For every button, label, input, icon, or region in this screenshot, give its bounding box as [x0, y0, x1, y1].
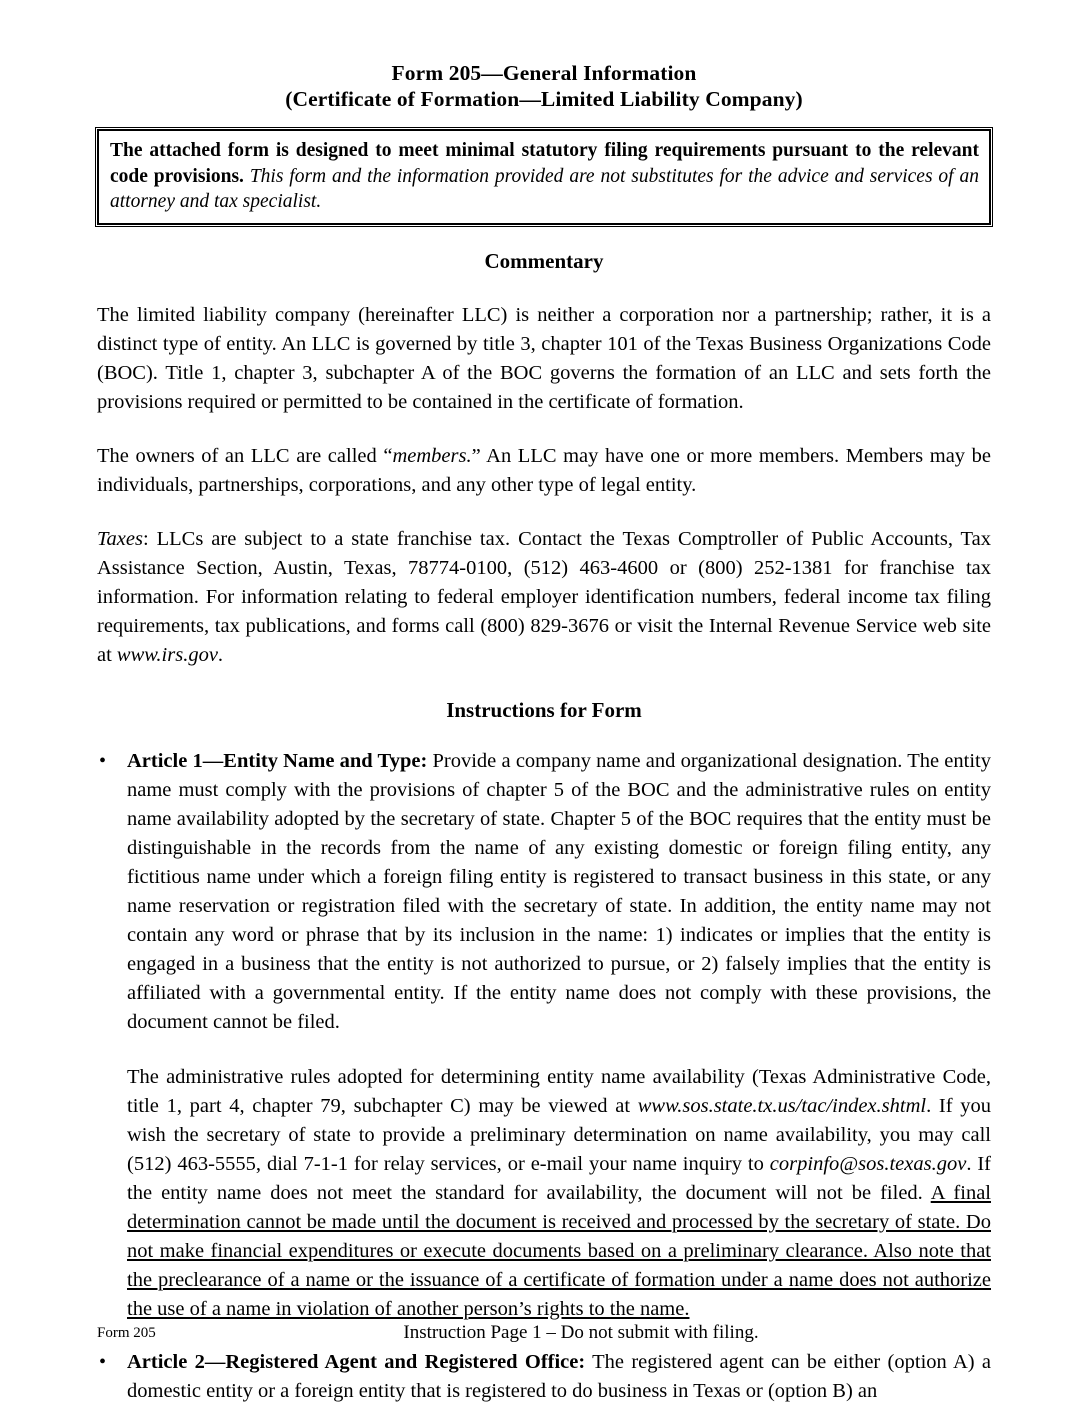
page-title-line-2: (Certificate of Formation—Limited Liability Company)	[285, 87, 803, 111]
commentary-paragraph-3-part-2: .	[217, 643, 224, 666]
page-title-line-1: Form 205—General Information	[391, 61, 697, 85]
notice-italic-rest: This form and the information provided are not substitutes for the advice and services of an attorney and tax specialist.	[110, 165, 979, 212]
article-2-label: Article 2—Registered Agent and Registered Office:	[127, 1350, 586, 1373]
article-1-underlined-notice: A final determination cannot be made until the document is received and processed by the secretary of state. Do not make financial expenditures or execute documents based on a preliminary clearance. Also note that the preclearance of a name or the issuance of a certificate of formation under a name does not authorize the use of a name in violation of another person’s rights to the name.	[127, 1181, 991, 1320]
article-1-body-1: Provide a company name and organizational designation. The entity name must comply with the provisions of chapter 5 of the BOC and the administrative rules on entity name availability adopted by the secretary of state. Chapter 5 of the BOC requires that the entity must be distinguishable in the records from the name of any existing domestic or foreign filing entity, any fictitious name under which a foreign filing entity is registered to transact business in this state, or any name reservation or registration filed with the secretary of state. In addition, the entity name may not contain any word or phrase that by its inclusion in the name: 1) indicates or implies that the entity is engaged in a business that the entity is not authorized to pursue, or 2) falsely implies that the entity is affiliated with a governmental entity. If the entity name does not comply with these provisions, the document cannot be filed.	[127, 749, 991, 1033]
page-title	[97, 60, 991, 112]
list-item	[97, 1348, 991, 1406]
article-1-paragraph-2	[127, 1063, 991, 1324]
article-2-paragraph-1	[127, 1348, 991, 1406]
article-1-body-2-part-2: . If you wish the secretary of state to provide a preliminary determination on name availability, you may call (512) 463-5555, dial 7-1-1 for relay services, or e-mail your name inquiry to	[127, 1094, 991, 1175]
article-2-body-1: The registered agent can be either (option A) a domestic entity or a foreign entity that is registered to do business in Texas or (option B) an	[127, 1350, 991, 1402]
footer-form-number: Form 205	[97, 1325, 156, 1341]
corpinfo-email-link[interactable]: corpinfo@sos.texas.gov	[769, 1152, 967, 1175]
article-1-paragraph-1	[127, 747, 991, 1037]
irs-website-link[interactable]: www.irs.gov	[116, 643, 218, 666]
commentary-paragraph-1: The limited liability company (hereinafter LLC) is neither a corporation nor a partnership; rather, it is a distinct type of entity. An LLC is governed by title 3, chapter 101 of the Texas Business Organizations Code (BOC). Title 1, chapter 3, subchapter A of the BOC governs the formation of an LLC and sets forth the provisions required or permitted to be contained in the certificate of formation.	[97, 303, 991, 413]
page-footer	[97, 1322, 991, 1352]
footer-instruction-note: Instruction Page 1 – Do not submit with filing.	[403, 1322, 759, 1343]
tac-website-link[interactable]: www.sos.state.tx.us/tac/index.shtml	[637, 1094, 927, 1117]
commentary-members-italic: members.	[392, 444, 472, 467]
commentary-paragraph-3	[97, 525, 991, 670]
commentary-heading: Commentary	[484, 248, 604, 273]
notice-box	[97, 129, 991, 225]
commentary-paragraph-2	[97, 442, 991, 500]
commentary-paragraph-2-part-1: The owners of an LLC are called “	[97, 444, 393, 467]
taxes-label-italic: Taxes	[97, 527, 143, 550]
instructions-heading: Instructions for Form	[446, 697, 642, 722]
commentary-paragraph-3-part-1: : LLCs are subject to a state franchise tax. Contact the Texas Comptroller of Public Accounts, Tax Assistance Section, Austin, Texas, 78774-0100, (512) 463-4600 or (800) 252-1381 for franchise tax information. For information relating to federal employer identification numbers, federal income tax filing requirements, tax publications, and forms call (800) 829-3676 or visit the Internal Revenue Service web site at	[97, 527, 991, 666]
article-1-body-2-part-1: The administrative rules adopted for determining entity name availability (Texas Administrative Code, title 1, part 4, chapter 79, subchapter C) may be viewed at	[127, 1065, 991, 1117]
article-1-label: Article 1—Entity Name and Type:	[127, 749, 428, 772]
document-content	[97, 60, 991, 1406]
list-item	[97, 747, 991, 1324]
bullet-icon: •	[99, 1350, 107, 1373]
article-1-body-2-part-3: . If the entity name does not meet the standard for availability, the document will not be filed.	[127, 1152, 992, 1204]
commentary-paragraph-2-part-2: ” An LLC may have one or more members. Members may be individuals, partnerships, corporations, and any other type of legal entity.	[97, 444, 991, 496]
bullet-icon: •	[99, 749, 107, 772]
notice-bold-lead: The attached form is designed to meet minimal statutory filing requirements pursuant to the relevant code provisions.	[110, 140, 979, 187]
